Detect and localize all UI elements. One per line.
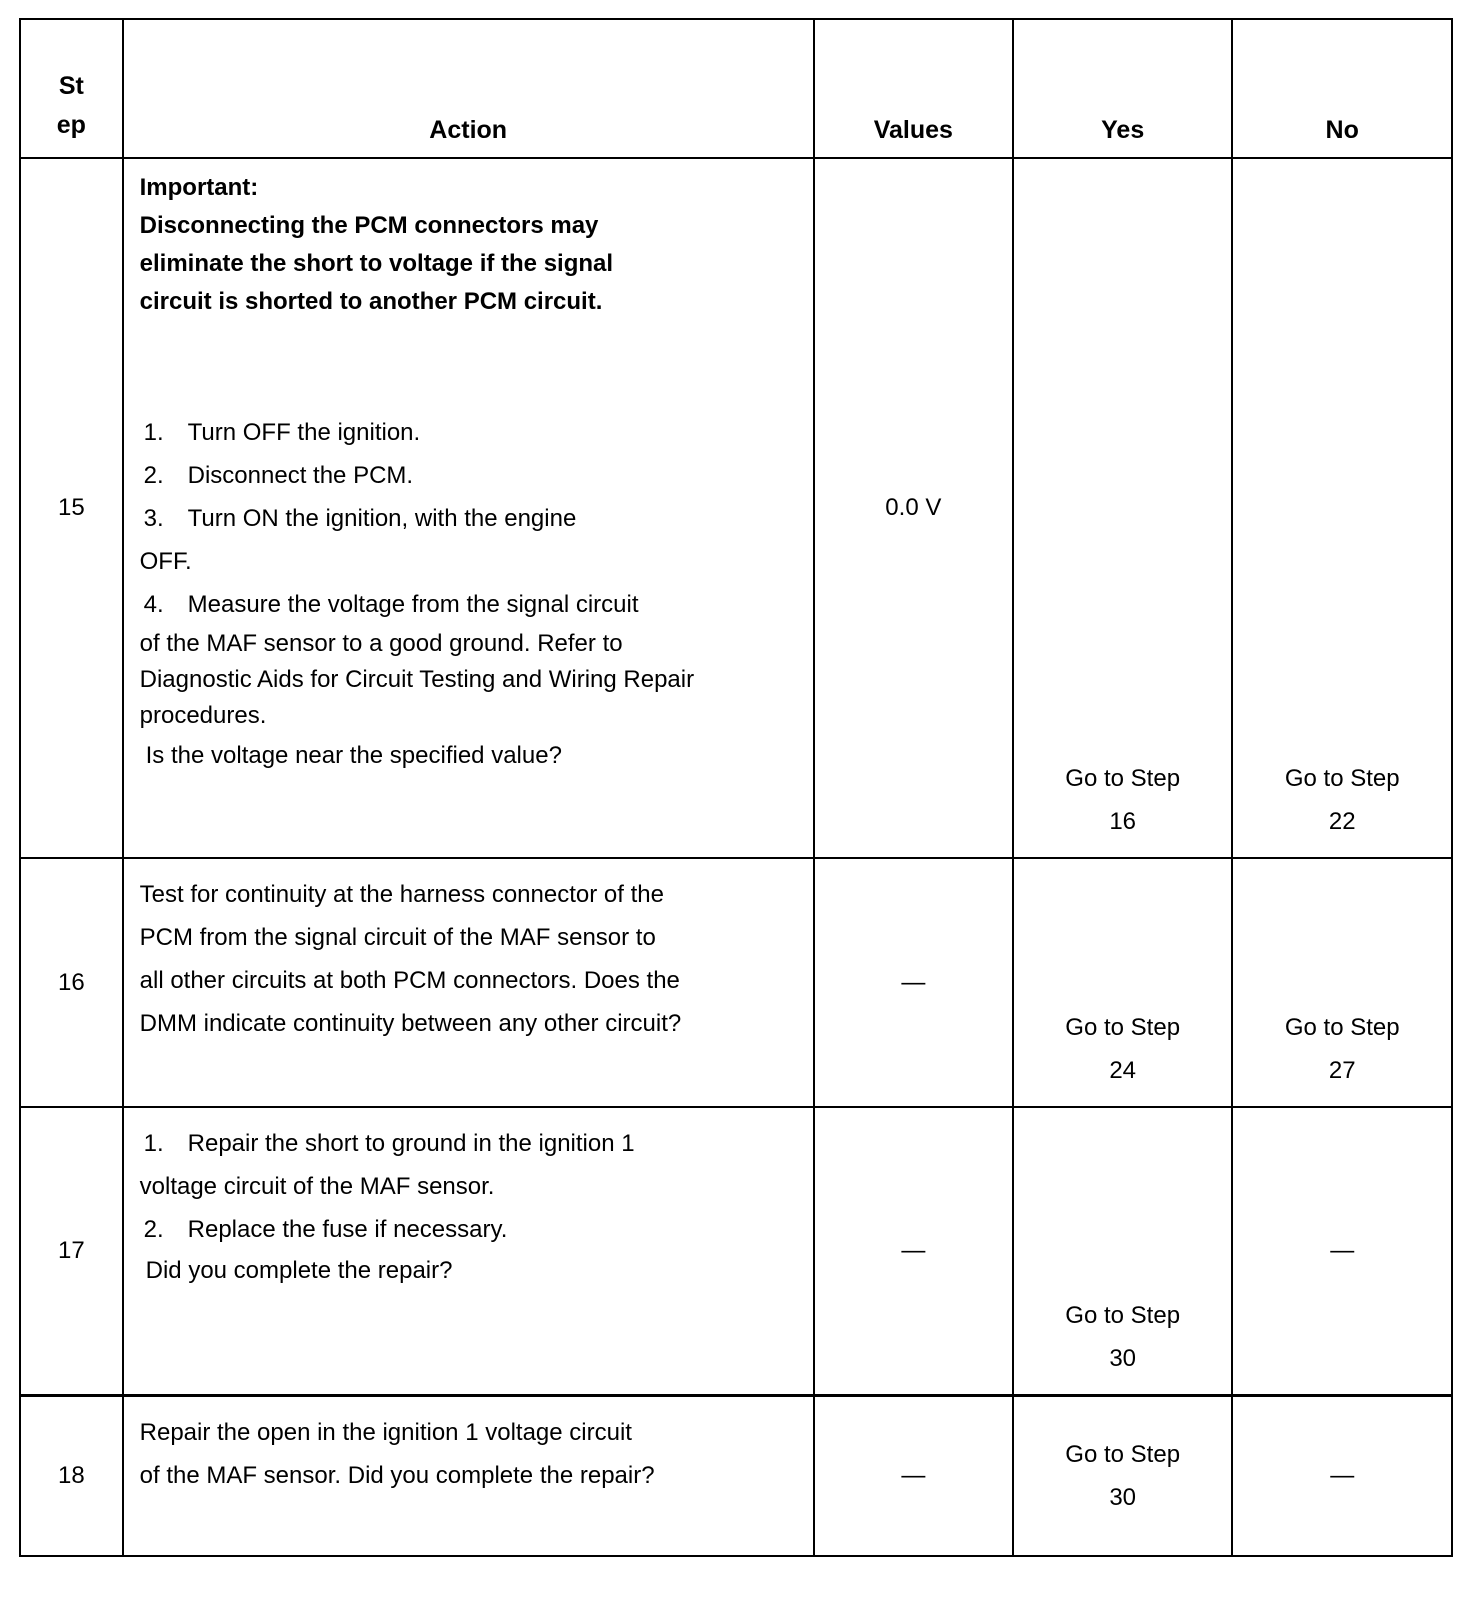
important-line: circuit is shorted to another PCM circuit. [139,288,603,315]
header-yes: Yes [1013,19,1233,158]
action-line: DMM indicate continuity between any other circuit? [139,1010,682,1037]
header-step-line1: St [58,72,84,100]
header-row [20,19,1452,158]
goto-step-number: 27 [1328,1057,1356,1084]
diagnostic-table [19,18,1453,1557]
header-step [20,19,123,158]
yes-cell [1013,158,1233,858]
action-cell [123,1107,814,1395]
list-item: 2. Replace the fuse if necessary. [143,1216,508,1243]
goto-label: Go to Step [1284,1014,1400,1041]
goto-label: Go to Step [1065,1440,1181,1468]
goto-step-number: 22 [1328,808,1356,835]
goto-step-number: 24 [1109,1057,1137,1084]
list-item: 2. Disconnect the PCM. [143,462,414,489]
no-cell: — [1232,1395,1452,1556]
action-line: of the MAF sensor. Did you complete the repair? [139,1461,655,1489]
list-item: 1. Repair the short to ground in the ignition 1 [143,1130,635,1157]
list-item-continuation: OFF. [139,548,192,575]
goto-step-number: 30 [1109,1483,1137,1511]
value-cell: — [814,858,1013,1107]
value-cell: — [814,1107,1013,1395]
header-no: No [1232,19,1452,158]
action-line: PCM from the signal circuit of the MAF sensor to [139,924,656,951]
goto-step-number: 30 [1109,1344,1137,1372]
list-item: 4. Measure the voltage from the signal circuit [143,591,639,618]
important-line: eliminate the short to voltage if the signal [139,250,614,277]
action-line: Test for continuity at the harness connector of the [139,881,664,908]
goto-label: Go to Step [1065,1014,1181,1041]
action-line: all other circuits at both PCM connectors. Does the [139,967,680,994]
goto-label: Go to Step [1065,765,1181,792]
yes-cell [1013,1107,1233,1395]
value-cell: 0.0 V [814,158,1013,858]
table-row-16 [20,858,1452,1107]
goto-label: Go to Step [1284,765,1400,792]
goto-label: Go to Step [1065,1301,1181,1329]
yes-cell [1013,1395,1233,1556]
header-values: Values [814,19,1013,158]
action-line: Repair the open in the ignition 1 voltage circuit [139,1418,632,1446]
question-text: Did you complete the repair? [145,1257,453,1284]
yes-cell [1013,858,1233,1107]
action-cell [123,1395,814,1556]
list-item-continuation: procedures. [139,702,267,729]
step-number: 15 [20,158,123,858]
step-number: 17 [20,1107,123,1395]
list-item-continuation: voltage circuit of the MAF sensor. [139,1173,495,1200]
table-row-18 [20,1395,1452,1556]
question-text: Is the voltage near the specified value? [145,742,562,769]
list-item-continuation: of the MAF sensor to a good ground. Refer to [139,630,623,657]
no-cell [1232,858,1452,1107]
step-number: 18 [20,1395,123,1556]
important-line: Disconnecting the PCM connectors may [139,212,599,239]
table-row-17 [20,1107,1452,1395]
action-cell [123,858,814,1107]
important-title: Important: [139,174,259,201]
step-number: 16 [20,858,123,1107]
no-cell [1232,158,1452,858]
table-row-15 [20,158,1452,858]
header-action: Action [123,19,814,158]
header-step-line2: ep [56,111,86,139]
list-item: 1. Turn OFF the ignition. [143,419,421,446]
list-item: 3. Turn ON the ignition, with the engine [143,505,577,532]
value-cell: — [814,1395,1013,1556]
important-note [140,207,799,321]
list-item-continuation: Diagnostic Aids for Circuit Testing and Wiring Repair [139,666,695,693]
action-cell [123,158,814,858]
goto-step-number: 16 [1109,808,1137,835]
no-cell: — [1232,1107,1452,1395]
